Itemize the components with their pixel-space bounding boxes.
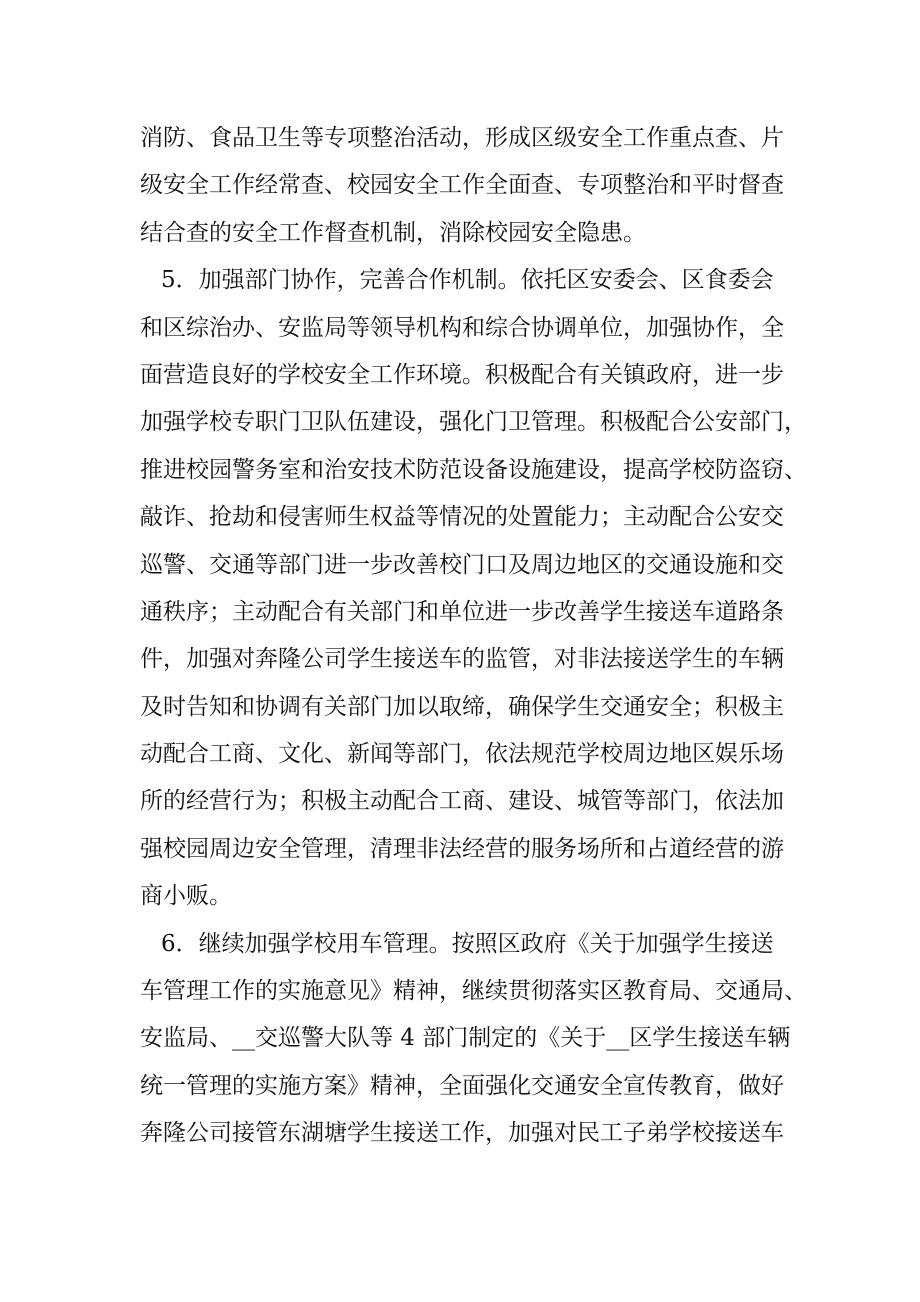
text-line: 商小贩。 bbox=[140, 883, 232, 910]
paragraph-6-heading-line: 6．继续加强学校用车管理。按照区政府《关于加强学生接送 bbox=[161, 930, 774, 957]
text-line: 及时告知和协调有关部门加以取缔，确保学生交通安全；积极主 bbox=[140, 693, 784, 720]
paragraph-5-heading-line: 5．加强部门协作，完善合作机制。依托区安委会、区食委会 bbox=[161, 267, 774, 294]
text-line: 加强学校专职门卫队伍建设，强化门卫管理。积极配合公安部门， bbox=[140, 409, 807, 436]
text-line: 所的经营行为；积极主动配合工商、建设、城管等部门，依法加 bbox=[140, 788, 784, 815]
text-line: 消防、食品卫生等专项整治活动，形成区级安全工作重点查、片 bbox=[140, 125, 784, 151]
text-line: 件，加强对奔隆公司学生接送车的监管，对非法接送学生的车辆 bbox=[140, 646, 784, 673]
text-line: 强校园周边安全管理，清理非法经营的服务场所和占道经营的游 bbox=[140, 835, 784, 862]
text-line: 通秩序；主动配合有关部门和单位进一步改善学生接送车道路条 bbox=[140, 598, 784, 625]
text-line: 统一管理的实施方案》精神，全面强化交通安全宣传教育，做好 bbox=[140, 1072, 784, 1099]
text-line: 推进校园警务室和治安技术防范设备设施建设，提高学校防盗窃、 bbox=[140, 456, 807, 483]
text-line: 动配合工商、文化、新闻等部门，依法规范学校周边地区娱乐场 bbox=[140, 741, 784, 768]
text-line: 安监局、__交巡警大队等 4 部门制定的《关于__区学生接送车辆 bbox=[140, 1025, 791, 1052]
text-line: 面营造良好的学校安全工作环境。积极配合有关镇政府，进一步 bbox=[140, 361, 784, 388]
body-text bbox=[140, 115, 807, 1158]
text-line: 车管理工作的实施意见》精神，继续贯彻落实区教育局、交通局、 bbox=[140, 978, 807, 1005]
text-line: 敲诈、抢劫和侵害师生权益等情况的处置能力；主动配合公安交 bbox=[140, 504, 784, 531]
text-line: 结合查的安全工作督查机制，消除校园安全隐患。 bbox=[140, 219, 646, 246]
text-line: 巡警、交通等部门进一步改善校门口及周边地区的交通设施和交 bbox=[140, 551, 784, 578]
text-line: 和区综治办、安监局等领导机构和综合协调单位，加强协作，全 bbox=[140, 314, 784, 341]
text-line: 级安全工作经常查、校园安全工作全面查、专项整治和平时督查 bbox=[140, 172, 784, 199]
text-line: 奔隆公司接管东湖塘学生接送工作，加强对民工子弟学校接送车 bbox=[140, 1120, 784, 1147]
